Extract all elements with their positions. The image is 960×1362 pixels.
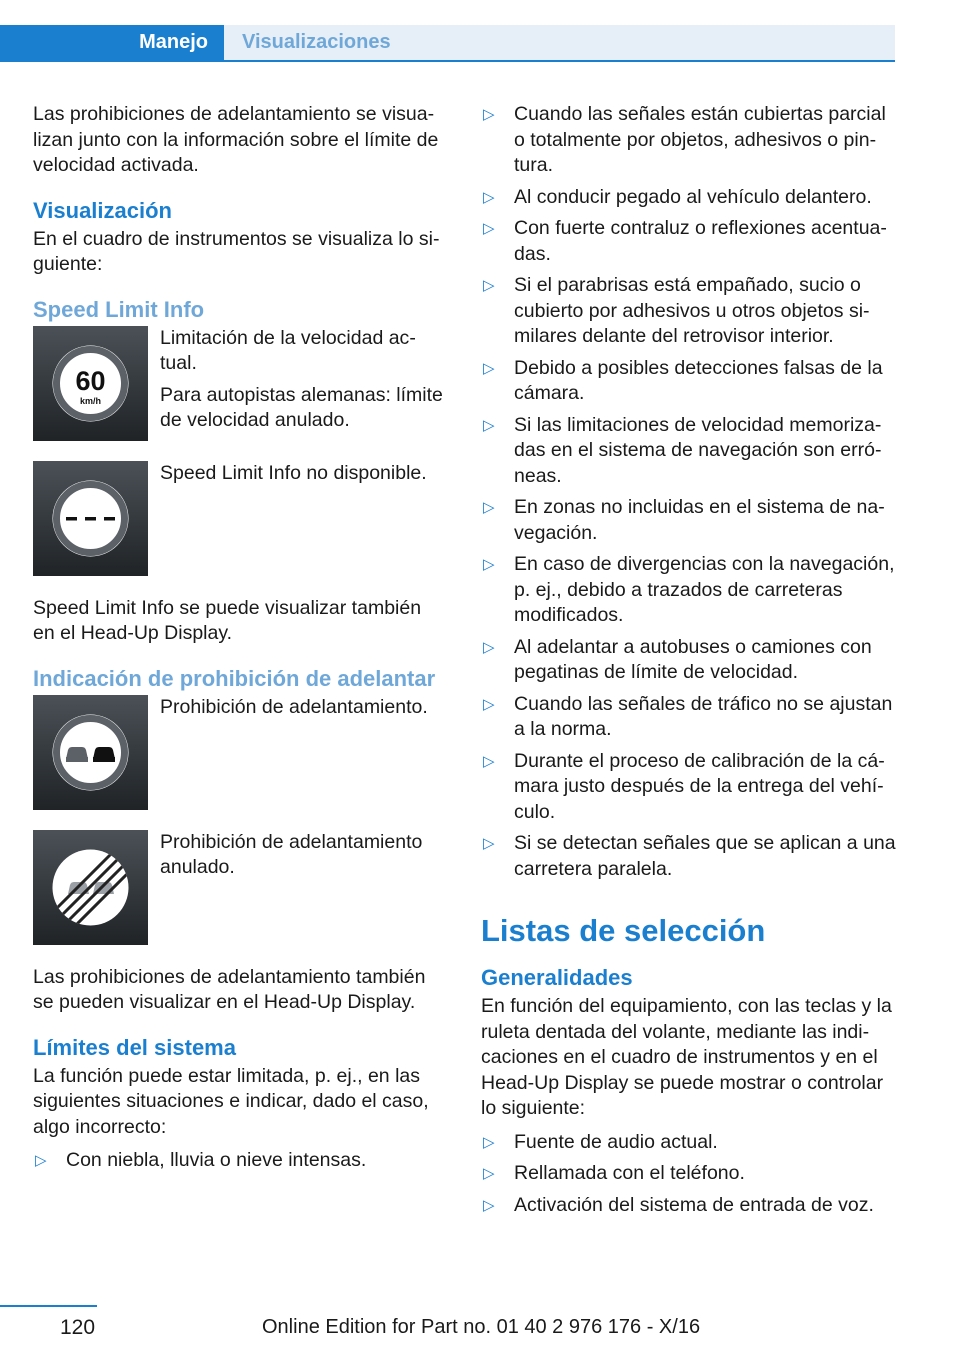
left-column [33, 102, 446, 1180]
visualizacion-text: En el cuadro de instrumentos se visualiza lo siguiente: [33, 227, 440, 275]
speed-hud-text: Speed Limit Info se puede visualizar también en el Head-Up Display. [33, 596, 422, 644]
end-no-overtaking-icon [33, 830, 148, 945]
header-rule [0, 60, 895, 62]
intro-paragraph: Las prohibiciones de adelantamiento se visualizan junto con la información sobre el límite de velocidad activada. [33, 103, 439, 176]
list-item: ▷ Al adelantar a autobuses o camiones con pegatinas de límite de velocidad. [483, 635, 872, 683]
bullet-triangle-icon: ▷ [483, 556, 495, 573]
bullet-triangle-icon: ▷ [483, 835, 495, 852]
speed-sign-text-2: Para autopistas alemanas: límite de velocidad anulado. [160, 383, 443, 431]
list-item: ▷ Fuente de audio actual. [481, 1130, 896, 1156]
speed-limit-unavailable-icon [33, 461, 148, 576]
page-header [0, 25, 895, 61]
bullet-triangle-icon: ▷ [483, 695, 495, 713]
list-item: ▷ Cuando las señales de tráfico no se ajustan a la norma. [483, 692, 893, 740]
speed-limit-60-icon [33, 326, 148, 441]
list-item: ▷ Si el parabrisas está empañado, sucio o cubierto por adhesivos u otros objetos similares delante del retrovisor interior. [483, 274, 870, 347]
list-item: ▷ Con fuerte contraluz o reflexiones acentuadas. [483, 217, 887, 265]
overtaking-ended-row [33, 830, 446, 945]
overtaking-text: Prohibición de adelantamiento. [160, 695, 428, 718]
list-item: ▷ Con niebla, lluvia o nieve intensas. [33, 1148, 446, 1174]
list-item: ▷ Rellamada con el teléfono. [481, 1161, 896, 1187]
speed-unavailable-row [33, 461, 446, 576]
heading-overtaking: Indicación de prohibición de adelantar [33, 665, 436, 691]
bullet-triangle-icon: ▷ [483, 106, 495, 123]
list-item: ▷ Debido a posibles detecciones falsas de la cámara. [483, 356, 883, 404]
footer-rule [0, 1305, 97, 1307]
limits-list-continued [481, 102, 896, 882]
tab-manejo[interactable]: Manejo [0, 25, 224, 61]
no-overtaking-icon [33, 695, 148, 810]
bullet-triangle-icon: ▷ [483, 1196, 495, 1214]
speed-sign-text-1: Limitación de la velocidad actual. [160, 326, 416, 374]
bullet-triangle-icon: ▷ [483, 188, 495, 206]
bullet-triangle-icon: ▷ [35, 1152, 47, 1169]
page-number: 120 [60, 1316, 96, 1339]
right-column [481, 102, 896, 1224]
heading-system-limits: Límites del sistema [33, 1034, 236, 1060]
listas-text: En función del equipamiento, con las teclas y la ruleta dentada del volante, mediante las indicaciones en el cuadro de instrumentos y en el Head-Up Display se puede mostrar o controlar lo siguiente: [481, 995, 892, 1119]
bullet-triangle-icon: ▷ [483, 499, 495, 516]
bullet-triangle-icon: ▷ [483, 277, 495, 294]
list-item: ▷ Al conducir pegado al vehículo delantero. [481, 185, 896, 211]
heading-visualizacion: Visualización [33, 197, 172, 223]
bullet-triangle-icon: ▷ [483, 638, 495, 656]
list-item: ▷ En caso de divergencias con la navegación, p. ej., debido a trazados de carreteras modificados. [483, 553, 895, 626]
overtaking-hud-text: Las prohibiciones de adelantamiento también se pueden visualizar en el Head-Up Display. [33, 965, 426, 1013]
list-item: ▷ Durante el proceso de calibración de la cámara justo después de la entrega del vehículo. [483, 749, 885, 823]
heading-generalidades: Generalidades [481, 965, 633, 990]
list-item: ▷ Cuando las señales están cubiertas parcial o totalmente por objetos, adhesivos o pintura. [483, 103, 886, 176]
footer-edition: Online Edition for Part no. 01 40 2 976 176 - X/16 [262, 1316, 701, 1338]
bullet-triangle-icon: ▷ [483, 220, 495, 237]
bullet-triangle-icon: ▷ [483, 416, 495, 434]
overtaking-row [33, 695, 446, 810]
limits-list [33, 1148, 446, 1174]
bullet-triangle-icon: ▷ [483, 752, 495, 770]
heading-speed-limit-info: Speed Limit Info [33, 296, 205, 322]
speed-value-text: 60 [75, 365, 106, 396]
bullet-triangle-icon: ▷ [483, 359, 495, 377]
listas-list [481, 1130, 896, 1219]
tab-visualizaciones[interactable]: Visualizaciones [224, 25, 895, 61]
list-item: ▷ Activación del sistema de entrada de voz. [481, 1193, 896, 1219]
list-item: ▷ Si las limitaciones de velocidad memorizadas en el sistema de navegación son erróneas. [483, 413, 882, 487]
overtaking-ended-text: Prohibición de adelantamiento anulado. [160, 830, 423, 878]
bullet-triangle-icon: ▷ [483, 1133, 495, 1151]
list-item: ▷ Si se detectan señales que se aplican a una carretera paralela. [483, 832, 896, 880]
limits-text: La función puede estar limitada, p. ej., en las siguientes situaciones e indicar, dado el caso, algo incorrecto: [33, 1064, 429, 1138]
list-item: ▷ En zonas no incluidas en el sistema de navegación. [483, 496, 885, 544]
speed-sign-row [33, 326, 446, 441]
bullet-triangle-icon: ▷ [483, 1165, 495, 1182]
speed-unit-text: km/h [79, 395, 102, 406]
heading-listas-de-seleccion: Listas de selección [481, 913, 766, 948]
speed-unavailable-text: Speed Limit Info no disponible. [160, 461, 427, 484]
